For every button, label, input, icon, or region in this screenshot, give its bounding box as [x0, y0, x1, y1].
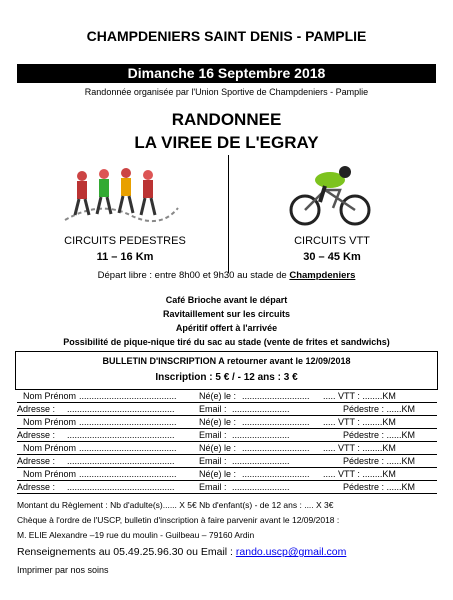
circuits-pedestres-distance: 11 – 16 Km — [96, 251, 154, 263]
hikers-illustration — [60, 160, 180, 232]
pedestre-field[interactable]: Pédestre : ......KM — [343, 404, 416, 414]
column-divider — [228, 155, 229, 273]
email-field[interactable]: ....................... — [232, 430, 290, 440]
nom-field[interactable]: ....................................... — [79, 417, 177, 427]
adresse-label: Adresse : — [17, 456, 56, 466]
pedestre-field[interactable]: Pédestre : ......KM — [343, 430, 416, 440]
feature-item: Apéritif offert à l'arrivée — [175, 323, 278, 333]
nom-label: Nom Prénom — [23, 391, 77, 401]
adresse-label: Adresse : — [17, 430, 56, 440]
form-row-address — [17, 456, 437, 468]
event-title: RANDONNEE — [171, 110, 282, 129]
bulletin-title: BULLETIN D'INSCRIPTION A retourner avant le 12/09/2018 — [102, 356, 351, 366]
email-field[interactable]: ....................... — [232, 482, 290, 492]
hiker-figure — [75, 171, 89, 215]
hiker-figure — [141, 170, 155, 215]
nom-label: Nom Prénom — [23, 417, 77, 427]
adresse-field[interactable]: ........................................... — [67, 482, 175, 492]
nom-label: Nom Prénom — [23, 469, 77, 479]
ne-label: Né(e) le : — [199, 391, 237, 401]
organizer-text: Randonnée organisée par l'Union Sportive de Champdeniers - Pamplie — [84, 87, 369, 97]
form-row-address — [17, 404, 437, 416]
event-subtitle: LA VIREE DE L'EGRAY — [134, 133, 319, 152]
email-label: Email : — [199, 482, 227, 492]
email-field[interactable]: ....................... — [232, 404, 290, 414]
adresse-label: Adresse : — [17, 482, 56, 492]
pedestre-field[interactable]: Pédestre : ......KM — [343, 482, 416, 492]
feature-item: Possibilité de pique-nique tiré du sac au stade (vente de frites et sandwichs) — [63, 337, 390, 347]
depart-info — [0, 270, 453, 281]
vtt-field[interactable]: ..... VTT : ........KM — [323, 391, 396, 401]
vtt-field[interactable]: ..... VTT : ........KM — [323, 469, 396, 479]
form-row-name — [17, 443, 437, 455]
circuits-vtt-distance: 30 – 45 Km — [303, 251, 361, 263]
pedestre-field[interactable]: Pédestre : ......KM — [343, 456, 416, 466]
cyclist-illustration — [285, 160, 375, 228]
nom-label: Nom Prénom — [23, 443, 77, 453]
date-banner: Dimanche 16 Septembre 2018 — [17, 64, 436, 83]
imprime-note: Imprimer par nos soins — [17, 565, 109, 575]
adresse-field[interactable]: ........................................... — [67, 404, 175, 414]
depart-place: Champdeniers — [289, 270, 356, 281]
ne-field[interactable]: ........................... — [242, 391, 310, 401]
renseignements-text: Renseignements au 05.49.25.96.30 ou Email : — [17, 546, 236, 558]
nom-field[interactable]: ....................................... — [79, 391, 177, 401]
page-title: CHAMPDENIERS SAINT DENIS - PAMPLIE — [86, 28, 367, 44]
vtt-field[interactable]: ..... VTT : ........KM — [323, 443, 396, 453]
renseignements — [17, 546, 346, 558]
ne-field[interactable]: ........................... — [242, 443, 310, 453]
form-row-name — [17, 469, 437, 481]
ne-label: Né(e) le : — [199, 443, 237, 453]
hiker-figure — [119, 168, 133, 213]
email-label: Email : — [199, 404, 227, 414]
inscription-price: Inscription : 5 € / - 12 ans : 3 € — [155, 372, 298, 383]
form-row-name — [17, 391, 437, 403]
email-label: Email : — [199, 430, 227, 440]
email-label: Email : — [199, 456, 227, 466]
adresse-field[interactable]: ........................................... — [67, 456, 175, 466]
ne-field[interactable]: ........................... — [242, 417, 310, 427]
circuits-pedestres-label: CIRCUITS PEDESTRES — [64, 235, 186, 247]
email-link[interactable]: rando.uscp@gmail.com — [235, 546, 347, 558]
form-row-address — [17, 430, 437, 442]
depart-text: Départ libre : entre 8h00 et 9h30 au stade de — [97, 270, 290, 281]
ne-label: Né(e) le : — [199, 417, 237, 427]
ne-field[interactable]: ........................... — [242, 469, 310, 479]
vtt-field[interactable]: ..... VTT : ........KM — [323, 417, 396, 427]
form-row-address — [17, 482, 437, 494]
nom-field[interactable]: ....................................... — [79, 443, 177, 453]
contact-address: M. ELIE Alexandre –19 rue du moulin - Guilbeau – 79160 Ardin — [17, 530, 255, 540]
montant-reglement: Montant du Règlement : Nb d'adulte(s)...... X 5€ Nb d'enfant(s) - de 12 ans : .... X 3€ — [17, 500, 334, 510]
adresse-label: Adresse : — [17, 404, 56, 414]
email-field[interactable]: ....................... — [232, 456, 290, 466]
adresse-field[interactable]: ........................................... — [67, 430, 175, 440]
cheque-info: Chèque à l'ordre de l'USCP, bulletin d'inscription à faire parvenir avant le 12/09/2018 : — [17, 515, 340, 525]
circuits-vtt-label: CIRCUITS VTT — [294, 235, 370, 247]
hiker-figure — [97, 169, 111, 214]
form-row-name — [17, 417, 437, 429]
nom-field[interactable]: ....................................... — [79, 469, 177, 479]
feature-item: Ravitaillement sur les circuits — [162, 309, 291, 319]
form-border — [17, 389, 437, 390]
feature-item: Café Brioche avant le départ — [165, 295, 288, 305]
ne-label: Né(e) le : — [199, 469, 237, 479]
